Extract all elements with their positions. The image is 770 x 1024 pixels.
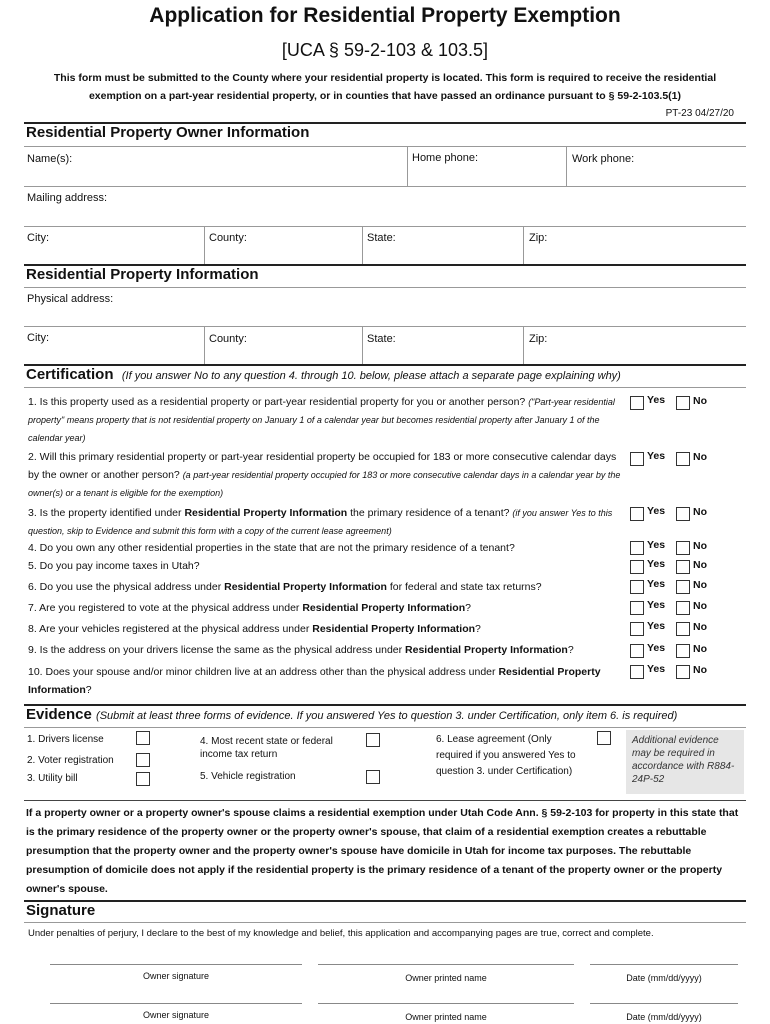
q6-no-label: No xyxy=(693,579,707,591)
question-2-note: (a part-year residential property occupied for 183 or more consecutive calendar days in a calendar year by the owner(s) or a tenant is eligible for the exemption) xyxy=(28,470,621,498)
q6-yes-checkbox[interactable] xyxy=(630,580,644,594)
q5-yes-checkbox[interactable] xyxy=(630,560,644,574)
form-subtitle: [UCA § 59-2-103 & 103.5] xyxy=(281,40,489,60)
divider xyxy=(24,226,746,227)
question-8-end: ? xyxy=(475,623,481,635)
evidence-note: (Submit at least three forms of evidence. If you answered Yes to question 3. under Certification, only item 6. is required) xyxy=(96,710,678,722)
question-7-ref: Residential Property Information xyxy=(302,602,466,614)
q9-no-label: No xyxy=(693,643,707,655)
question-3-end: the primary residence of a tenant? xyxy=(350,507,510,519)
physical-address-field[interactable]: Physical address: xyxy=(27,293,114,305)
property-zip-field[interactable]: Zip: xyxy=(529,333,548,345)
q10-no-label: No xyxy=(693,664,707,676)
question-8-ref: Residential Property Information xyxy=(312,623,476,635)
owner-city-field[interactable]: City: xyxy=(27,232,49,244)
divider xyxy=(24,287,746,288)
question-3 xyxy=(28,504,628,540)
question-10-end: ? xyxy=(85,684,92,696)
q5-no-checkbox[interactable] xyxy=(676,560,690,574)
q4-yes-label: Yes xyxy=(647,539,666,551)
divider xyxy=(362,226,363,264)
q3-no-label: No xyxy=(693,506,707,518)
divider xyxy=(24,727,746,728)
question-10 xyxy=(28,663,628,699)
q8-yes-label: Yes xyxy=(647,620,666,632)
question-9-text: 9. Is the address on your drivers license the same as the physical address under xyxy=(28,644,403,656)
q9-yes-label: Yes xyxy=(647,642,666,654)
q5-no-label: No xyxy=(693,559,707,571)
question-7-end: ? xyxy=(465,602,471,614)
question-7-text: 7. Are you registered to vote at the physical address under xyxy=(28,602,300,614)
question-9 xyxy=(28,641,628,659)
q6-yes-label: Yes xyxy=(647,578,666,590)
divider xyxy=(204,226,205,264)
property-section-heading: Residential Property Information xyxy=(26,266,259,283)
q2-no-checkbox[interactable] xyxy=(676,452,690,466)
question-6-end: for federal and state tax returns? xyxy=(389,581,542,593)
certification-title: Certification xyxy=(26,366,114,383)
certification-note: (If you answer No to any question 4. through 10. below, please attach a separate page explaining why) xyxy=(121,370,621,382)
question-3-text: 3. Is the property identified under xyxy=(28,507,182,519)
owner-printed-line-2[interactable] xyxy=(318,1003,574,1004)
question-6 xyxy=(28,578,628,596)
q1-no-label: No xyxy=(693,395,707,407)
q9-no-checkbox[interactable] xyxy=(676,644,690,658)
q1-no-checkbox[interactable] xyxy=(676,396,690,410)
q7-yes-label: Yes xyxy=(647,599,666,611)
q8-no-label: No xyxy=(693,621,707,633)
owner-signature-label: Owner signature xyxy=(142,1010,210,1020)
question-1-text: 1. Is this property used as a residential property or part-year residential property for you or another person? xyxy=(28,396,526,408)
evidence-item-1: 1. Drivers license xyxy=(27,734,104,745)
q6-no-checkbox[interactable] xyxy=(676,580,690,594)
q1-yes-checkbox[interactable] xyxy=(630,396,644,410)
form-intro: This form must be submitted to the County where your residential property is located. This form is required to receive the residential exemption on a part-year residential property, or in counties that have passed an ordinance pursuant to § 59-2-103.5(1) xyxy=(53,72,717,102)
evidence-item-2: 2. Voter registration xyxy=(27,755,114,766)
divider xyxy=(523,226,524,264)
q4-no-label: No xyxy=(693,540,707,552)
owner-printed-label: Owner printed name xyxy=(405,973,487,983)
evidence-3-checkbox[interactable] xyxy=(136,772,150,786)
question-4: 4. Do you own any other residential properties in the state that are not the primary residence of a tenant? xyxy=(28,542,515,554)
question-1-note: ("Part-year residential property" means property that is not residential property on January 1 of a calendar year but becomes residential property after January 1 of the calendar year) xyxy=(28,397,615,443)
divider xyxy=(24,387,746,388)
q4-no-checkbox[interactable] xyxy=(676,541,690,555)
q9-yes-checkbox[interactable] xyxy=(630,644,644,658)
question-6-ref: Residential Property Information xyxy=(224,581,387,593)
q10-no-checkbox[interactable] xyxy=(676,665,690,679)
home-phone-field[interactable]: Home phone: xyxy=(412,152,479,164)
question-7 xyxy=(28,599,628,617)
evidence-1-checkbox[interactable] xyxy=(136,731,150,745)
signature-heading: Signature xyxy=(26,902,96,919)
question-8 xyxy=(28,620,628,638)
evidence-item-3: 3. Utility bill xyxy=(27,773,78,784)
divider xyxy=(24,900,746,902)
divider xyxy=(24,922,746,923)
date-label: Date (mm/dd/yyyy) xyxy=(626,1012,702,1022)
q3-yes-label: Yes xyxy=(647,505,666,517)
owner-signature-label: Owner signature xyxy=(142,971,210,981)
q2-yes-label: Yes xyxy=(647,450,666,462)
question-1 xyxy=(28,393,628,447)
property-state-field[interactable]: State: xyxy=(367,333,396,345)
question-10-ref: Residential Property Information xyxy=(28,666,601,696)
divider xyxy=(523,326,524,364)
evidence-5-checkbox[interactable] xyxy=(366,770,380,784)
divider xyxy=(566,146,567,186)
owner-printed-label: Owner printed name xyxy=(405,1012,487,1022)
owner-signature-line-2[interactable] xyxy=(50,1003,302,1004)
domicile-paragraph: If a property owner or a property owner's spouse claims a residential exemption under Utah Code Ann. § 59-2-103 for property in this state that is the primary residence of the property owner or the property owner's spouse, that claim of a residential exemption creates a rebuttable presumption that the property owner and the property owner's spouse have domicile in Utah for income tax purposes. The rebuttable presumption of domicile does not apply if the residential property is the primary residence of a tenant of the property owner or the property owner's spouse. xyxy=(26,807,739,895)
question-9-end: ? xyxy=(567,644,574,656)
divider xyxy=(24,146,746,147)
evidence-item-4: 4. Most recent state or federal income tax return xyxy=(200,736,333,760)
date-label: Date (mm/dd/yyyy) xyxy=(626,973,702,983)
additional-evidence-note: Additional evidence may be required in accordance with R884-24P-52 xyxy=(626,730,744,794)
q7-no-checkbox[interactable] xyxy=(676,601,690,615)
date-line-1[interactable] xyxy=(590,964,738,965)
owner-zip-field[interactable]: Zip: xyxy=(529,232,548,244)
question-6-text: 6. Do you use the physical address under xyxy=(28,581,222,593)
owner-section-heading: Residential Property Owner Information xyxy=(26,124,310,141)
q10-yes-label: Yes xyxy=(647,663,666,675)
evidence-title: Evidence xyxy=(26,706,92,723)
property-county-field[interactable]: County: xyxy=(209,333,247,345)
q7-no-label: No xyxy=(693,600,707,612)
divider xyxy=(24,800,746,801)
divider xyxy=(407,146,408,186)
owner-county-field[interactable]: County: xyxy=(209,232,247,244)
q2-no-label: No xyxy=(693,451,707,463)
evidence-item-6: 6. Lease agreement (Only required if you answered Yes to question 3. under Certification) xyxy=(436,734,576,777)
form-number: PT-23 04/27/20 xyxy=(665,108,734,119)
divider xyxy=(24,186,746,187)
work-phone-field[interactable]: Work phone: xyxy=(572,153,635,165)
form-title: Application for Residential Property Exemption xyxy=(149,4,621,27)
q2-yes-checkbox[interactable] xyxy=(630,452,644,466)
q5-yes-label: Yes xyxy=(647,558,666,570)
q8-no-checkbox[interactable] xyxy=(676,622,690,636)
question-3-ref: Residential Property Information xyxy=(184,507,348,519)
evidence-2-checkbox[interactable] xyxy=(136,753,150,767)
divider xyxy=(24,326,746,327)
evidence-6-checkbox[interactable] xyxy=(597,731,611,745)
perjury-declaration: Under penalties of perjury, I declare to the best of my knowledge and belief, this application and accompanying pages are true, correct and complete. xyxy=(28,928,654,939)
evidence-4-checkbox[interactable] xyxy=(366,733,380,747)
evidence-heading xyxy=(26,706,677,723)
question-8-text: 8. Are your vehicles registered at the physical address under xyxy=(28,623,310,635)
certification-heading xyxy=(26,366,621,383)
question-9-ref: Residential Property Information xyxy=(405,644,568,656)
owner-printed-line-1[interactable] xyxy=(318,964,574,965)
divider xyxy=(204,326,205,364)
property-city-field[interactable]: City: xyxy=(27,332,49,344)
question-5: 5. Do you pay income taxes in Utah? xyxy=(28,560,200,572)
divider xyxy=(362,326,363,364)
q3-no-checkbox[interactable] xyxy=(676,507,690,521)
question-10-text: 10. Does your spouse and/or minor children live at an address other than the physical address under xyxy=(28,666,496,678)
q1-yes-label: Yes xyxy=(647,394,666,406)
question-3-note: (if you answer Yes to this question, skip to Evidence and submit this form with a copy of the current lease agreement) xyxy=(28,508,613,536)
q4-yes-checkbox[interactable] xyxy=(630,541,644,555)
q10-yes-checkbox[interactable] xyxy=(630,665,644,679)
owner-state-field[interactable]: State: xyxy=(367,232,396,244)
question-2-text: 2. Will this primary residential property or part-year residential property be occupied for 183 or more consecutive calendar days by the owner or another person? xyxy=(28,451,617,481)
question-2 xyxy=(28,448,628,502)
q7-yes-checkbox[interactable] xyxy=(630,601,644,615)
mailing-address-field[interactable]: Mailing address: xyxy=(27,192,108,204)
date-line-2[interactable] xyxy=(590,1003,738,1004)
names-field[interactable]: Name(s): xyxy=(27,153,73,165)
evidence-item-5: 5. Vehicle registration xyxy=(200,771,296,782)
owner-signature-line-1[interactable] xyxy=(50,964,302,965)
q3-yes-checkbox[interactable] xyxy=(630,507,644,521)
q8-yes-checkbox[interactable] xyxy=(630,622,644,636)
